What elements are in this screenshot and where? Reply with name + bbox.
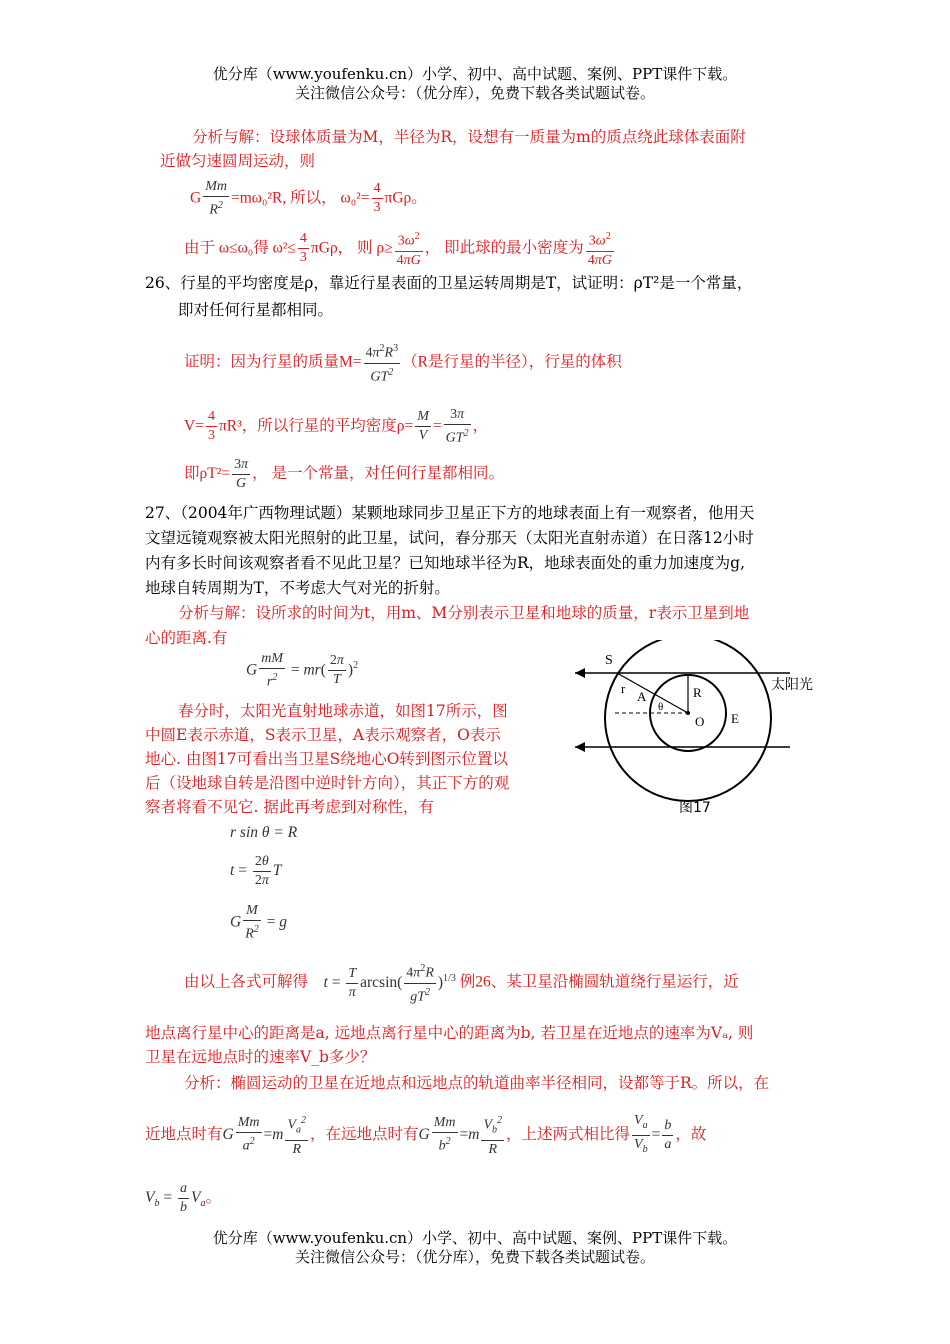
header-line-2: 关注微信公众号：（优分库），免费下载各类试题试卷。 <box>294 84 655 102</box>
ex26-b: 地点离行星中心的距离是a, 远地点离行星中心的距离为b, 若卫星在近地点的速率为Vₐ, 则 <box>145 1024 754 1042</box>
q27-eq4: G $\frac{M}{R^2}$ = g <box>230 903 288 942</box>
header-line-1: 优分库（www.youfenku.cn）小学、初中、高中试题、案例、PPT课件下载。 <box>212 65 738 83</box>
orbit-circle <box>605 640 771 801</box>
sol25-eq1: G $\frac{Mm}{R^2}$ =mω₀²R, 所以， ω₀²= $\frac{4}{3}$ πGρ。 <box>190 179 427 218</box>
q27-eq1: G $\frac{mM}{r^2}$ = mr( $\frac{2\pi}{T}$ )$^2$ <box>246 651 359 690</box>
label-A: A <box>637 689 647 704</box>
ex26-an1: 分析：椭圆运动的卫星在近地点和远地点的轨道曲率半径相同，设都等于R。所以，在 <box>184 1074 770 1092</box>
q27-l3: 内有多长时间该观察者看不见此卫星？已知地球半径为R，地球表面处的重力加速度为g, <box>145 554 746 572</box>
q27-s2: 心的距离.有 <box>145 629 228 647</box>
ex26-an2: 近地点时有G $\frac{Mm}{a^2}$ =m $\frac{V_a^2}{R}$ ，在远地点时有G $\frac{Mm}{b^2}$ =m $\frac{V_b^2}{R}$ ，上述两式相比得 $\frac{V_a}{V_b}$ = $\frac{b}{a}$ ，故 <box>145 1113 707 1157</box>
q26-proof: 证明：因为行星的质量M= $\frac{4\pi^2R^3}{GT^2}$ （R是行星的半径），行星的体积 <box>184 340 622 386</box>
arrow-bottom-icon <box>575 742 585 752</box>
ex26-final: $V_b$ = $\frac{a}{b}$ $V_a$。 <box>145 1181 221 1215</box>
label-O: O <box>695 714 705 729</box>
sol25-p1: 分析与解：设球体质量为M，半径为R，设想有一质量为m的质点绕此球体表面附 <box>192 128 746 146</box>
footer-line-1: 优分库（www.youfenku.cn）小学、初中、高中试题、案例、PPT课件下载。 <box>212 1229 738 1247</box>
center-dot <box>686 711 690 715</box>
label-theta: θ <box>658 701 664 713</box>
q27-p5: 察者将看不见它. 据此再考虑到对称性，有 <box>145 798 434 816</box>
q27-l1: 27、（2004年广西物理试题）某颗地球同步卫星正下方的地球表面上有一观察者，他用天 <box>145 504 755 522</box>
q27-l4: 地球自转周期为T，不考虑大气对光的折射。 <box>145 579 450 597</box>
q27-eq2: r sin θ = R <box>230 824 298 841</box>
label-E: E <box>731 711 739 726</box>
q26-text2: 即对任何行星都相同。 <box>178 301 334 319</box>
q27-p1: 春分时，太阳光直射地球赤道，如图17所示，图 <box>178 702 508 720</box>
label-sunlight: 太阳光 <box>771 677 813 693</box>
label-R: R <box>693 685 702 700</box>
radius-r <box>617 673 688 713</box>
footer-line-2: 关注微信公众号：（优分库），免费下载各类试题试卷。 <box>294 1248 655 1266</box>
figure-caption: 图17 <box>679 800 711 816</box>
figure-17 <box>565 640 835 834</box>
q26-text1: 26、行星的平均密度是ρ，靠近行星表面的卫星运转周期是T，试证明：ρT²是一个常量， <box>145 274 753 292</box>
q27-l2: 文望远镜观察被太阳光照射的此卫星，试问，春分那天（太阳光直射赤道）在日落12小时 <box>145 529 754 547</box>
q27-eq3: t = $\frac{2\theta}{2\pi}$ T <box>230 854 282 888</box>
q26-volume: V= $\frac{4}{3}$ πR³，所以行星的平均密度ρ= $\frac{M}{V}$ = $\frac{3\pi}{GT^2}$ ， <box>184 407 489 446</box>
label-S: S <box>605 653 613 668</box>
label-r: r <box>621 681 626 696</box>
arrow-top-icon <box>575 668 585 678</box>
q27-p3: 地心. 由图17可看出当卫星S绕地心O转到图示位置以 <box>145 750 508 768</box>
q27-s1: 分析与解：设所求的时间为t，用m、M分别表示卫星和地球的质量，r表示卫星到地 <box>178 604 750 622</box>
figure-17-svg <box>565 640 835 830</box>
ex26-c: 卫星在远地点时的速率V_b多少？ <box>145 1048 376 1066</box>
sol25-eq2: 由于 ω≤ω₀得 ω²≤ $\frac{4}{3}$ πGρ， 则 ρ≥ $\frac{3\omega^2}{4\pi G}$ ， 即此球的最小密度为 $\frac{3\omega^2}{4\pi G}$ <box>184 228 616 270</box>
q26-conclusion: 即ρT²= $\frac{3\pi}{G}$ ， 是一个常量，对任何行星都相同。 <box>184 457 504 491</box>
sol25-p2: 近做匀速圆周运动，则 <box>160 152 316 170</box>
q27-p4: 后（设地球自转是沿图中逆时针方向），其正下方的观 <box>145 774 510 792</box>
q27-p2: 中圆E表示赤道，S表示卫星，A表示观察者，O表示 <box>145 726 501 744</box>
q27-result: 由以上各式可解得 t = $\frac{T}{\pi}$ arcsin( $\frac{4\pi^2R}{gT^2}$ )$^{1/3}$ 例26、某卫星沿椭圆轨道绕行星运行，近 <box>184 960 739 1006</box>
